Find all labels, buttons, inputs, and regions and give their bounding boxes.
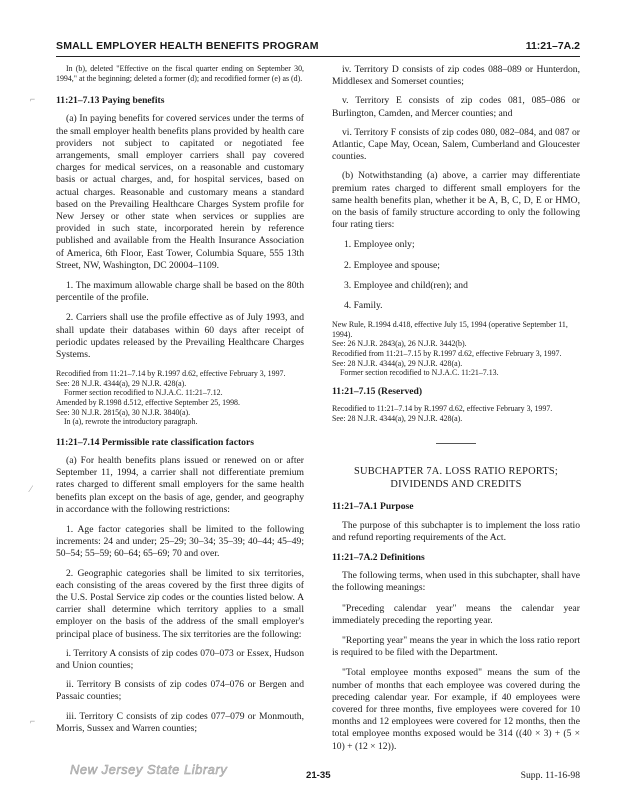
history-notes xyxy=(332,404,580,423)
definition: "Total employee months exposed" means the sum of the number of months that each employee was covered during the preceding calendar year. For example, if 40 employees were covered for three months, five employees were covered for 10 months and 12 employees were covered for 12 months, then the total employee months exposed would be 314 ((40 × 3) + (5 × 10) + (12 × 12)). xyxy=(332,667,580,752)
history-line: Recodified to 11:21–7.14 by R.1997 d.62, effective February 3, 1997. xyxy=(332,404,553,414)
history-line: Former section recodified to N.J.A.C. 11:21–7.12. xyxy=(64,388,223,398)
history-note: In (b), deleted "Effective on the fiscal quarter ending on September 30, 1994," at the beginning; deleted a former (d); and recodified former (e) as (d). xyxy=(56,64,304,83)
header-title: SMALL EMPLOYER HEALTH BENEFITS PROGRAM xyxy=(56,40,319,52)
list-item: 3. Employee and child(ren); and xyxy=(344,279,468,291)
section-heading: 11:21–7A.1 Purpose xyxy=(332,501,414,513)
history-line: See: 30 N.J.R. 2815(a), 30 N.J.R. 3840(a). xyxy=(56,407,191,417)
supplement-date: Supp. 11-16-98 xyxy=(520,770,580,781)
history-line: In (a), rewrote the introductory paragraph. xyxy=(64,417,198,427)
definition: "Reporting year" means the year in which the loss ratio report is required to be filed with the Department. xyxy=(332,635,580,659)
section-heading: 11:21–7.15 (Reserved) xyxy=(332,385,423,397)
subchapter-title xyxy=(332,466,580,491)
right-column xyxy=(332,64,580,761)
history-notes xyxy=(56,369,304,427)
history-line: See: 28 N.J.R. 4344(a), 29 N.J.R. 428(a). xyxy=(332,413,463,423)
list-item: iii. Territory C consists of zip codes 077–079 or Monmouth, Morris, Sussex and Warren counties; xyxy=(56,710,304,734)
paragraph: The purpose of this subchapter is to implement the loss ratio and refund reporting requirements of the Act. xyxy=(332,519,580,543)
paragraph: (b) Notwithstanding (a) above, a carrier may differentiate premium rates charged to different small employers for the same health benefits plan, whether it be A, B, C, D, E or HMO, on the basis of family structure according to only the following four rating tiers: xyxy=(332,170,580,231)
list-item: i. Territory A consists of zip codes 070–073 or Essex, Hudson and Union counties; xyxy=(56,647,304,672)
list-item: 2. Employee and spouse; xyxy=(344,259,440,271)
section-heading: 11:21–7A.2 Definitions xyxy=(332,552,425,563)
subchapter-title-line: SUBCHAPTER 7A. LOSS RATIO REPORTS; xyxy=(354,466,558,478)
page-number: 21-35 xyxy=(306,770,331,781)
margin-mark: ⌐ xyxy=(30,716,36,726)
margin-mark: ⌐ xyxy=(30,94,36,104)
paragraph: (a) For health benefits plans issued or renewed on or after September 11, 1994, a carrier shall not differentiate premium rates charged to different small employers for the same health benefits plan except on the basis of age, gender, and geography in accordance with the following restrictions: xyxy=(56,455,304,515)
paragraph: (a) In paying benefits for covered services under the terms of the small employer health benefits plans provided by health care providers not subject to capitated or negotiated fee arrangements, small employer carriers shall pay covered charges for medical services, on a reasonable and customary basis or actual charges, and, for hospital services, based on actual charges. Reasonable and customary means a standard based on the Prevailing Healthcare Charges System profile for New Jersey or other state when services or supplies are provided in such state, incorporated herein by reference published and available from the Health Insurance Association of America, 6th Floor, East Tower, Columbia Square, 555 13th Street, NW, Washington, DC 20004–1109. xyxy=(56,113,304,271)
history-line: Recodified from 11:21–7.15 by R.1997 d.62, effective February 3, 1997. xyxy=(332,349,562,359)
history-line: Former section recodified to N.J.A.C. 11:21–7.13. xyxy=(340,368,499,378)
left-column xyxy=(56,64,304,742)
history-notes xyxy=(332,320,580,378)
library-stamp: New Jersey State Library xyxy=(70,762,228,777)
list-item: iv. Territory D consists of zip codes 088–089 or Hunterdon, Middlesex and Somerset counties; xyxy=(332,64,580,88)
list-item: 4. Family. xyxy=(344,300,383,312)
definition: "Preceding calendar year" means the calendar year immediately preceding the reporting year. xyxy=(332,602,580,626)
paragraph: The following terms, when used in this subchapter, shall have the following meanings: xyxy=(332,570,580,594)
page-footer xyxy=(56,762,580,788)
list-item: 1. Employee only; xyxy=(344,239,415,251)
paragraph: 1. The maximum allowable charge shall be based on the 80th percentile of the profile. xyxy=(56,280,304,304)
subchapter-title-line: DIVIDENDS AND CREDITS xyxy=(390,478,522,490)
history-line: New Rule, R.1994 d.418, effective July 15, 1994 (operative September 11, 1994). xyxy=(332,320,568,339)
list-item: vi. Territory F consists of zip codes 080, 082–084, and 087 or Atlantic, Cape May, Ocean, Salem, Cumberland and Gloucester counties. xyxy=(332,126,580,163)
paragraph: 2. Carriers shall use the profile effective as of July 1993, and shall update their databases within 60 days after receipt of periodic updates released by the Prevailing Healthcare Charges Systems. xyxy=(56,312,304,361)
running-header xyxy=(56,36,580,57)
margin-mark: ⁄ xyxy=(30,484,32,494)
section-heading: 11:21–7.13 Paying benefits xyxy=(56,95,165,107)
list-item: v. Territory E consists of zip codes 081, 085–086 or Burlington, Camden, and Mercer counties; and xyxy=(332,95,580,119)
history-line: See: 28 N.J.R. 4344(a), 29 N.J.R. 428(a). xyxy=(56,378,187,388)
history-line: Recodified from 11:21–7.14 by R.1997 d.62, effective February 3, 1997. xyxy=(56,369,286,379)
history-line: See: 28 N.J.R. 4344(a), 29 N.J.R. 428(a). xyxy=(332,358,463,368)
history-line: Amended by R.1998 d.512, effective September 25, 1998. xyxy=(56,398,240,408)
list-item: ii. Territory B consists of zip codes 074–076 or Bergen and Passaic counties; xyxy=(56,679,304,703)
list-item: 2. Geographic categories shall be limited to six territories, each consisting of the areas covered by the first three digits of the U.S. Postal Service zip codes or the counties listed below. A carrier shall determine which territory applies to a small employer on the basis of the address of the small employer's principal place of business. The six territories are the following: xyxy=(56,567,304,640)
history-line: See: 26 N.J.R. 2843(a), 26 N.J.R. 3442(b). xyxy=(332,339,467,349)
header-section: 11:21–7A.2 xyxy=(525,40,580,52)
section-divider xyxy=(436,443,476,444)
list-item: 1. Age factor categories shall be limited to the following increments: 24 and under; 25–29; 30–34; 35–39; 40–44; 45–49; 50–54; 55–59; 60–64; 65–69; 70 and over. xyxy=(56,524,304,560)
section-heading: 11:21–7.14 Permissible rate classification factors xyxy=(56,436,254,448)
